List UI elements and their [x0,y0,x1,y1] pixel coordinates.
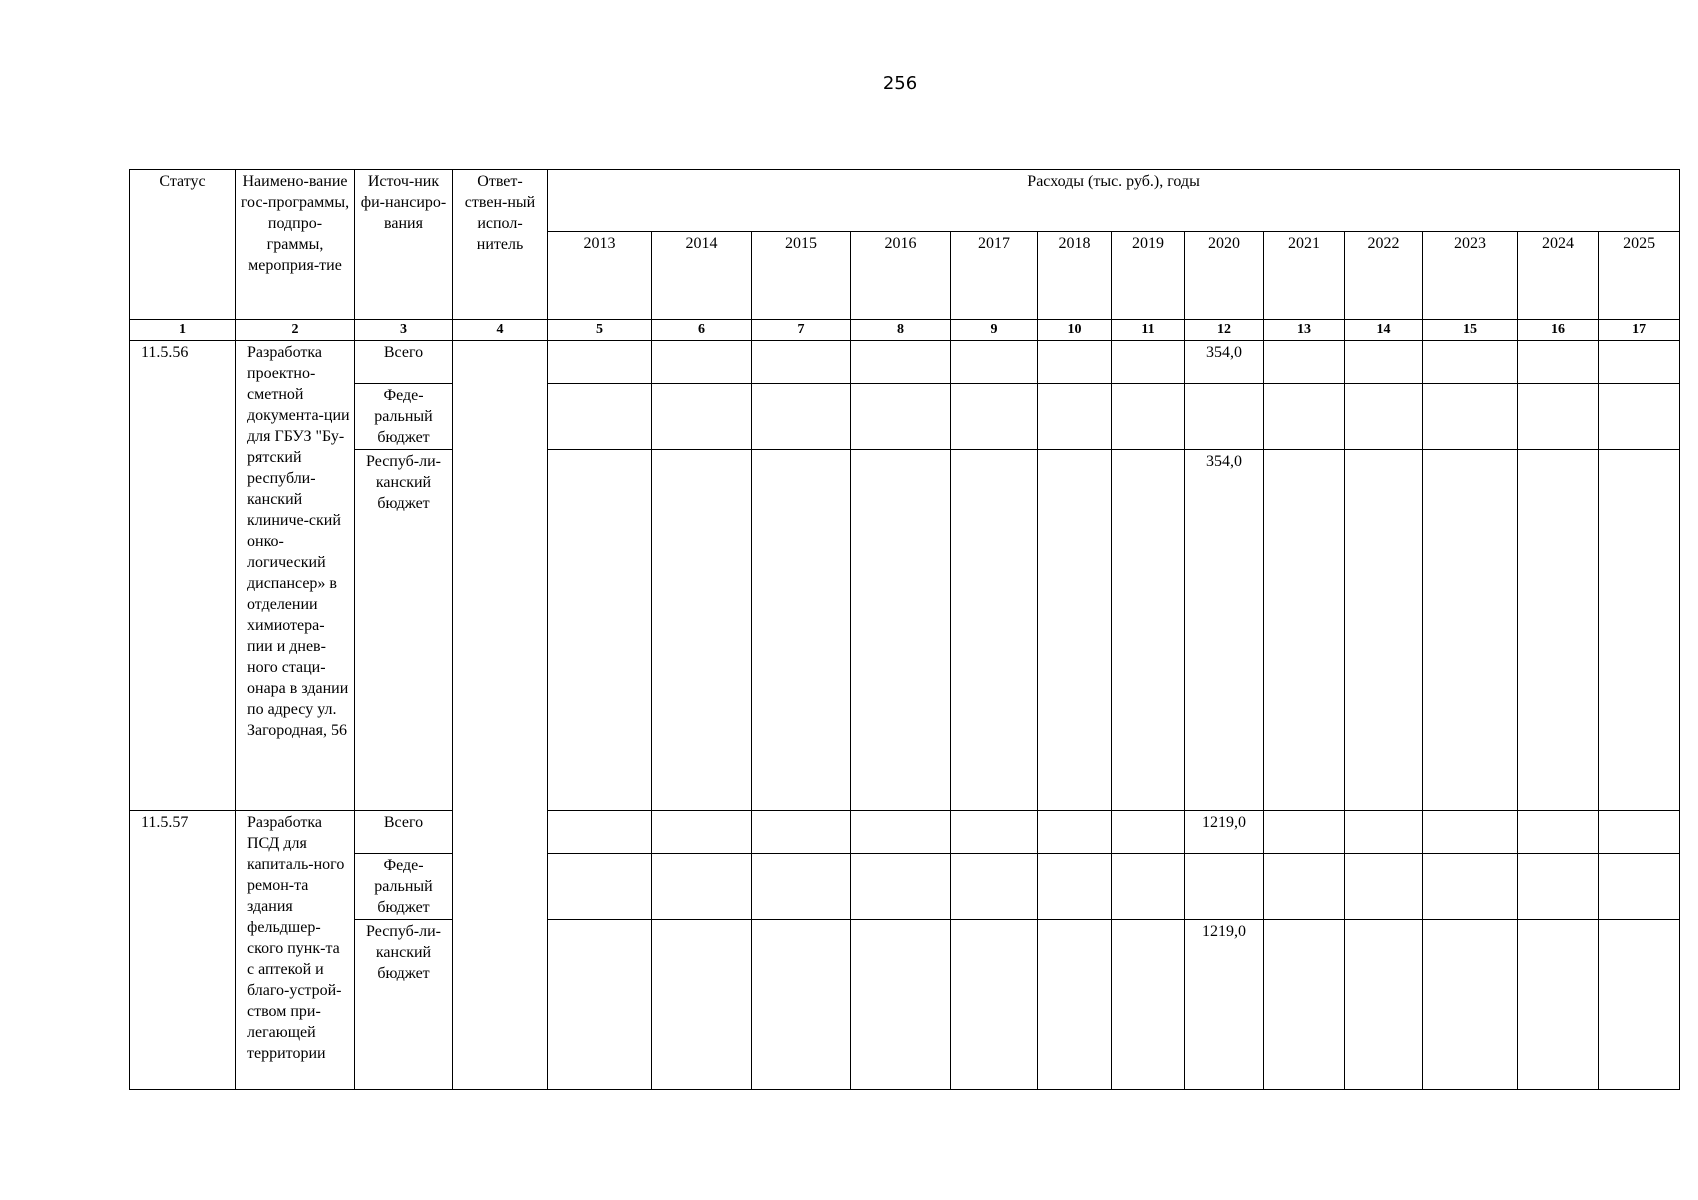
expense-value: 354,0 [1185,341,1264,384]
table-row [130,384,1680,450]
expense-value [652,811,752,854]
funding-source: Феде-ральный бюджет [355,384,453,450]
expense-value [1038,341,1112,384]
expense-value [548,854,652,920]
expense-value [548,341,652,384]
funding-source: Всего [355,341,453,384]
funding-source: Респуб-ли-канский бюджет [355,920,453,1090]
expense-value [951,811,1038,854]
funding-source: Респуб-ли-канский бюджет [355,450,453,811]
expense-value [548,920,652,1090]
expense-value [1038,920,1112,1090]
expense-value [1264,854,1345,920]
column-number: 3 [355,320,453,341]
year-header: 2019 [1112,232,1185,320]
header-source: Источ-ник фи-нансиро-вания [355,170,453,320]
year-header: 2017 [951,232,1038,320]
expense-value [1345,384,1423,450]
table-row [130,920,1680,1090]
expense-value [652,450,752,811]
column-number: 8 [851,320,951,341]
expense-value [1423,384,1518,450]
column-number: 9 [951,320,1038,341]
expense-value: 1219,0 [1185,811,1264,854]
expense-value [1264,384,1345,450]
expense-value [752,384,851,450]
header-status: Статус [130,170,236,320]
table-row [130,341,1680,384]
expense-value [1345,811,1423,854]
column-number: 13 [1264,320,1345,341]
expense-value [1423,811,1518,854]
column-number: 7 [752,320,851,341]
expense-value: 1219,0 [1185,920,1264,1090]
year-header: 2014 [652,232,752,320]
funding-source: Всего [355,811,453,854]
expense-value [1112,384,1185,450]
expense-value [1599,854,1680,920]
year-header: 2022 [1345,232,1423,320]
page-number: 256 [882,73,918,94]
expense-value [1599,450,1680,811]
expense-value [1185,384,1264,450]
expense-value [1038,811,1112,854]
expense-value [1038,450,1112,811]
expenses-table [129,169,1680,1090]
expense-value [1423,920,1518,1090]
record-executor [453,341,548,1090]
expense-value [1112,341,1185,384]
column-number: 15 [1423,320,1518,341]
year-header: 2018 [1038,232,1112,320]
column-number: 4 [453,320,548,341]
header-executor: Ответ-ствен-ный испол-нитель [453,170,548,320]
expense-value [652,854,752,920]
column-number: 5 [548,320,652,341]
expense-value [1112,920,1185,1090]
expense-value [1038,854,1112,920]
expense-value [851,384,951,450]
expense-value [951,450,1038,811]
expense-value [1518,450,1599,811]
expense-value [1599,920,1680,1090]
year-header: 2016 [851,232,951,320]
expense-value [752,450,851,811]
record-name: Разработка проектно-сметной документа-ции для ГБУЗ "Бу-рятский республи-канский клиниче-ский онко-логический диспансер» в отделении химиотера-пии и днев-ного стаци-онара в здании по адресу ул. Загородная, 56 [236,341,355,811]
expense-value [951,384,1038,450]
expense-value [1185,854,1264,920]
column-number: 10 [1038,320,1112,341]
record-status: 11.5.56 [130,341,236,811]
expense-value [1423,854,1518,920]
column-number: 17 [1599,320,1680,341]
year-header: 2023 [1423,232,1518,320]
expense-value [1112,854,1185,920]
expense-value [752,920,851,1090]
expense-value [851,450,951,811]
funding-source: Феде-ральный бюджет [355,854,453,920]
year-header: 2024 [1518,232,1599,320]
expense-value [652,920,752,1090]
expense-value [851,341,951,384]
column-number: 16 [1518,320,1599,341]
expense-value [1264,811,1345,854]
expense-value [1264,920,1345,1090]
record-name: Разработка ПСД для капиталь-ного ремон-та здания фельдшер-ского пунк-та с аптекой и благо-устрой-ством при-легающей территории [236,811,355,1090]
expense-value [851,920,951,1090]
expense-value [1038,384,1112,450]
expense-value [1599,811,1680,854]
expense-value [951,854,1038,920]
column-number: 6 [652,320,752,341]
expense-value [548,811,652,854]
column-number: 11 [1112,320,1185,341]
expense-value [1518,811,1599,854]
expense-value [1112,450,1185,811]
expense-value [752,854,851,920]
expense-value [1345,341,1423,384]
expense-value [548,450,652,811]
expense-value [851,811,951,854]
column-number: 14 [1345,320,1423,341]
expense-value [1518,920,1599,1090]
expense-value [1599,341,1680,384]
year-header: 2013 [548,232,652,320]
expense-value [1264,450,1345,811]
expense-value [1518,854,1599,920]
expense-value [951,920,1038,1090]
expense-value [752,341,851,384]
expense-value [1518,341,1599,384]
expense-value [1264,341,1345,384]
expense-value [1112,811,1185,854]
header-expenses: Расходы (тыс. руб.), годы [548,170,1680,232]
year-header: 2020 [1185,232,1264,320]
expense-value [652,384,752,450]
record-status: 11.5.57 [130,811,236,1090]
expense-value [1345,854,1423,920]
expense-value [1518,384,1599,450]
table-row [130,811,1680,854]
table-row [130,854,1680,920]
expense-value [851,854,951,920]
header-name: Наимено-вание гос-программы, подпро-граммы, мероприя-тие [236,170,355,320]
expense-value [951,341,1038,384]
expense-value [1345,920,1423,1090]
column-number: 12 [1185,320,1264,341]
table-row [130,450,1680,811]
expense-value [1423,450,1518,811]
year-header: 2015 [752,232,851,320]
column-number: 2 [236,320,355,341]
year-header: 2025 [1599,232,1680,320]
expense-value [752,811,851,854]
expense-value [1345,450,1423,811]
column-number: 1 [130,320,236,341]
year-header: 2021 [1264,232,1345,320]
expense-value [1599,384,1680,450]
expense-value: 354,0 [1185,450,1264,811]
expense-value [548,384,652,450]
expense-value [652,341,752,384]
expense-value [1423,341,1518,384]
